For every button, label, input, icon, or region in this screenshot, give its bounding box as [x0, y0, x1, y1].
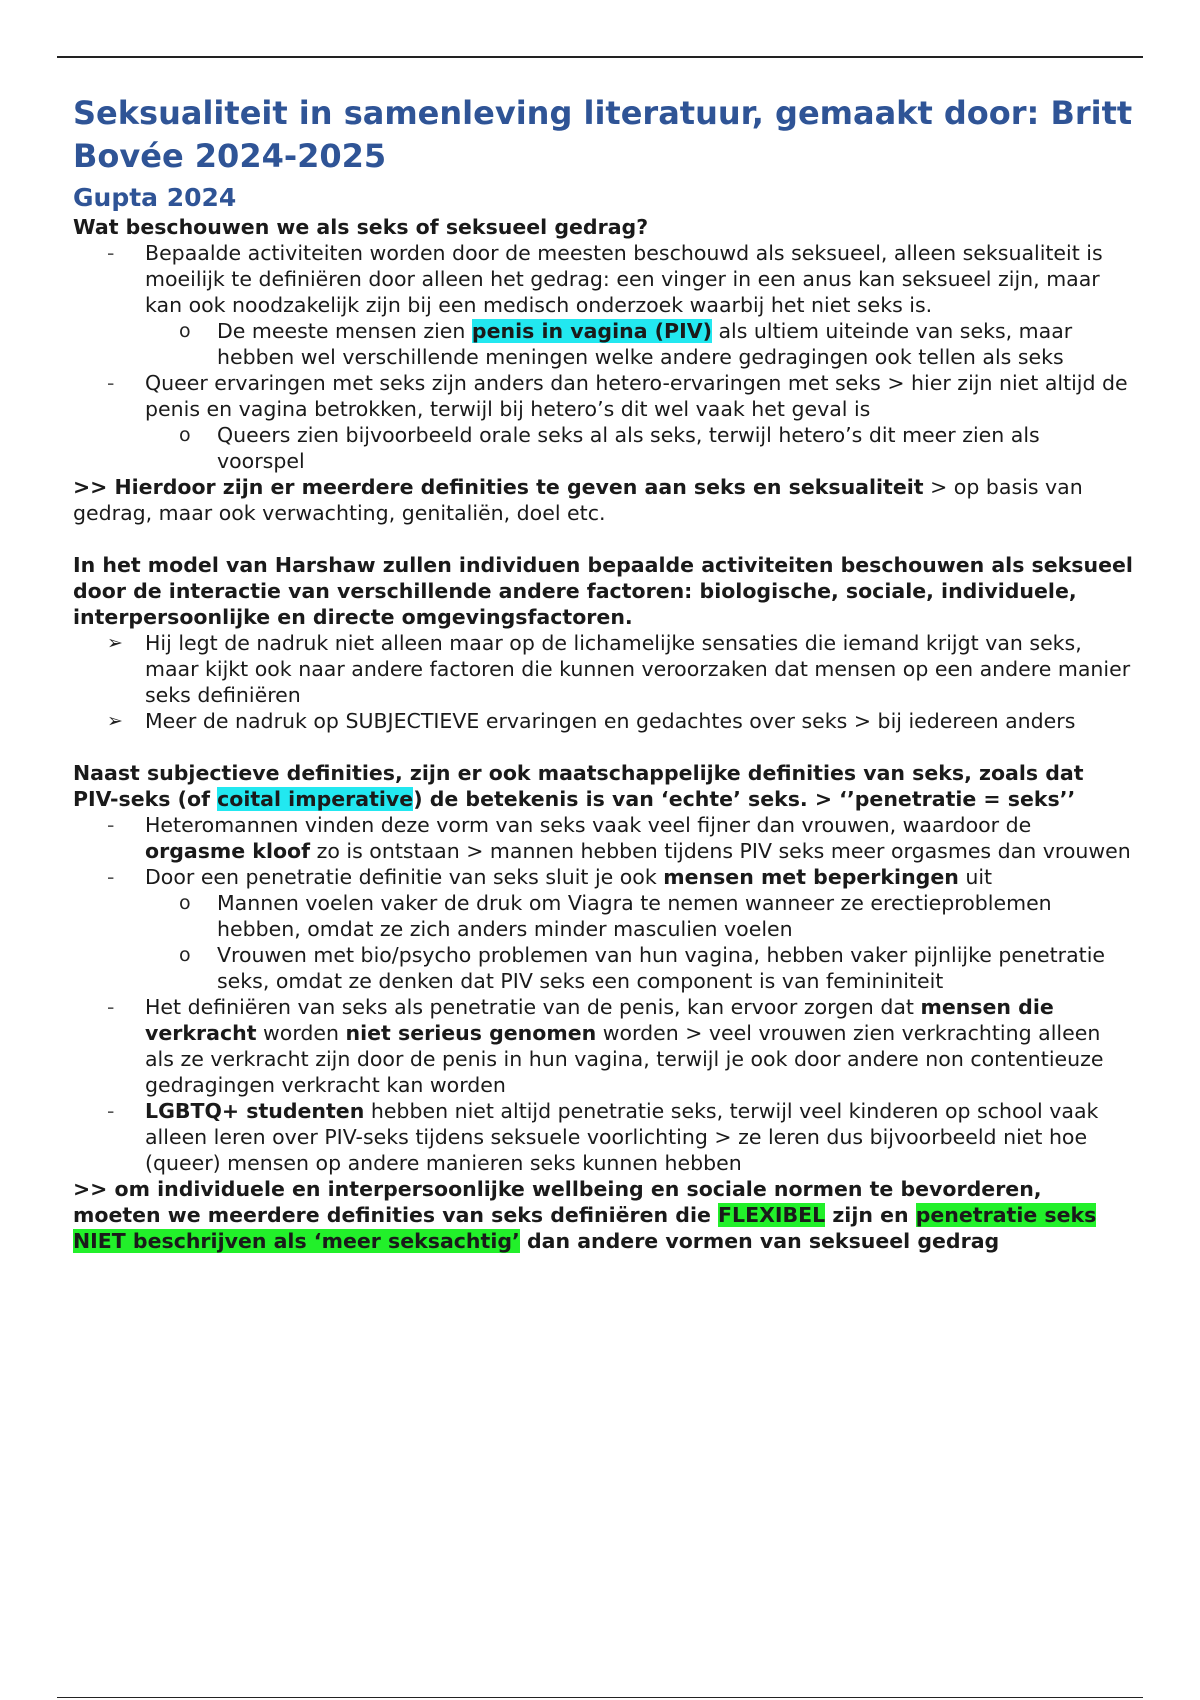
list-item: - Door een penetratie definitie van seks sluit je ook mensen met beperkingen uit o Mannen voelen vaker de druk om Viagra te nemen wanneer ze erectieproblemen hebben, omdat ze zich anders minder masculien voelen o Vrouwen met bio/psycho problemen van hun vagina, hebben vaker pijnlijke penetratie seks, omdat ze denken dat PIV seks een component is van femininiteit	[73, 864, 1133, 994]
circle-bullet-icon: o	[179, 424, 191, 446]
question-heading: Naast subjectieve definities, zijn er ook maatschappelijke definities van seks, zoals dat PIV-seks (of coital imperative) de betekenis is van ‘echte’ seks. > ‘’penetratie = seks’’	[73, 761, 1084, 811]
circle-bullet-icon: o	[179, 320, 191, 342]
sub-bullet-list	[145, 318, 1133, 370]
dash-bullet-icon: -	[107, 813, 115, 837]
list-item: - Het definiëren van seks als penetratie van de penis, kan ervoor zorgen dat mensen die verkracht worden niet serieus genomen worden > veel vrouwen zien verkrachting alleen als ze verkracht zijn door de penis in hun vagina, terwijl je ook door andere non contentieuze gedragingen verkracht kan worden	[107, 995, 1104, 1097]
circle-bullet-icon: o	[179, 944, 191, 966]
dash-bullet-icon: -	[107, 1099, 115, 1123]
arrow-list	[73, 630, 1133, 734]
list-item	[73, 240, 1133, 370]
footer-rule	[57, 1697, 1143, 1698]
highlight-cyan: penis in vagina (PIV)	[471, 319, 712, 343]
list-item-text: Queer ervaringen met seks zijn anders dan hetero-ervaringen met seks > hier zijn niet altijd de penis en vagina betrokken, terwijl bij hetero’s dit wel vaak het geval is	[145, 371, 1128, 421]
circle-bullet-icon: o	[179, 892, 191, 914]
dash-bullet-icon: -	[107, 241, 115, 265]
sub-list-item: o Queers zien bijvoorbeeld orale seks al als seks, terwijl hetero’s dit meer zien als voorspel	[179, 423, 1040, 473]
question-heading: Wat beschouwen we als seks of seksueel gedrag?	[73, 215, 649, 239]
question-heading: In het model van Harshaw zullen individuen bepaalde activiteiten beschouwen als seksueel door de interactie van verschillende andere factoren: biologische, sociale, individuele, interpersoonlijke en directe omgevingsfactoren.	[73, 553, 1133, 629]
sub-bullet-list	[145, 890, 1133, 994]
sub-list-item: o Vrouwen met bio/psycho problemen van hun vagina, hebben vaker pijnlijke penetratie seks, omdat ze denken dat PIV seks een component is van femininiteit	[179, 943, 1105, 993]
list-item: - LGBTQ+ studenten hebben niet altijd penetratie seks, terwijl veel kinderen op school vaak alleen leren over PIV-seks tijdens seksuele voorlichting > ze leren dus bijvoorbeeld niet hoe (queer) mensen op andere manieren seks kunnen hebben	[107, 1099, 1099, 1175]
section-heading: Gupta 2024	[73, 183, 237, 212]
bullet-list	[73, 812, 1133, 1176]
document-title: Seksualiteit in samenleving literatuur, gemaakt door: Britt Bovée 2024-2025	[73, 94, 1133, 175]
highlight-cyan: coital imperative	[217, 787, 414, 811]
conclusion-paragraph: >> Hierdoor zijn er meerdere definities te geven aan seks en seksualiteit > op basis van gedrag, maar ook verwachting, genitaliën, doel etc.	[73, 475, 1083, 525]
document-page	[73, 92, 1133, 1254]
list-item: - Heteromannen vinden deze vorm van seks vaak veel fijner dan vrouwen, waardoor de orgasme kloof zo is ontstaan > mannen hebben tijdens PIV seks meer orgasmes dan vrouwen	[107, 813, 1131, 863]
conclusion-paragraph: >> om individuele en interpersoonlijke wellbeing en sociale normen te bevorderen, moeten we meerdere definities van seks definiëren die FLEXIBEL zijn en penetratie seks NIET beschrijven als ‘meer seksachtig’ dan andere vormen van seksueel gedrag	[73, 1177, 1097, 1253]
highlight-green: penetratie seks NIET beschrijven als ‘meer seksachtig’	[73, 1203, 1097, 1253]
sub-list-item: o De meeste mensen zien penis in vagina (PIV) als ultiem uiteinde van seks, maar hebben wel verschillende meningen welke andere gedragingen ook tellen als seks	[179, 319, 1073, 369]
dash-bullet-icon: -	[107, 995, 115, 1019]
sub-bullet-list	[145, 422, 1133, 474]
list-item: ➢ Meer de nadruk op SUBJECTIEVE ervaringen en gedachtes over seks > bij iedereen anders	[107, 709, 1076, 733]
dash-bullet-icon: -	[107, 865, 115, 889]
highlight-green: FLEXIBEL	[718, 1203, 826, 1227]
sub-list-item: o Mannen voelen vaker de druk om Viagra te nemen wanneer ze erectieproblemen hebben, omdat ze zich anders minder masculien voelen	[179, 891, 1052, 941]
header-rule	[57, 56, 1143, 58]
list-item-text: Bepaalde activiteiten worden door de meesten beschouwd als seksueel, alleen seksualiteit is moeilijk te definiëren door alleen het gedrag: een vinger in een anus kan seksueel zijn, maar kan ook noodzakelijk zijn bij een medisch onderzoek waarbij het niet seks is.	[145, 241, 1103, 317]
dash-bullet-icon: -	[107, 371, 115, 395]
list-item	[73, 370, 1133, 474]
bullet-list	[73, 240, 1133, 474]
arrow-bullet-icon: ➢	[107, 632, 123, 654]
arrow-bullet-icon: ➢	[107, 710, 123, 732]
list-item: ➢ Hij legt de nadruk niet alleen maar op de lichamelijke sensaties die iemand krijgt van seks, maar kijkt ook naar andere factoren die kunnen veroorzaken dat mensen op een andere manier seks definiëren	[107, 631, 1131, 707]
